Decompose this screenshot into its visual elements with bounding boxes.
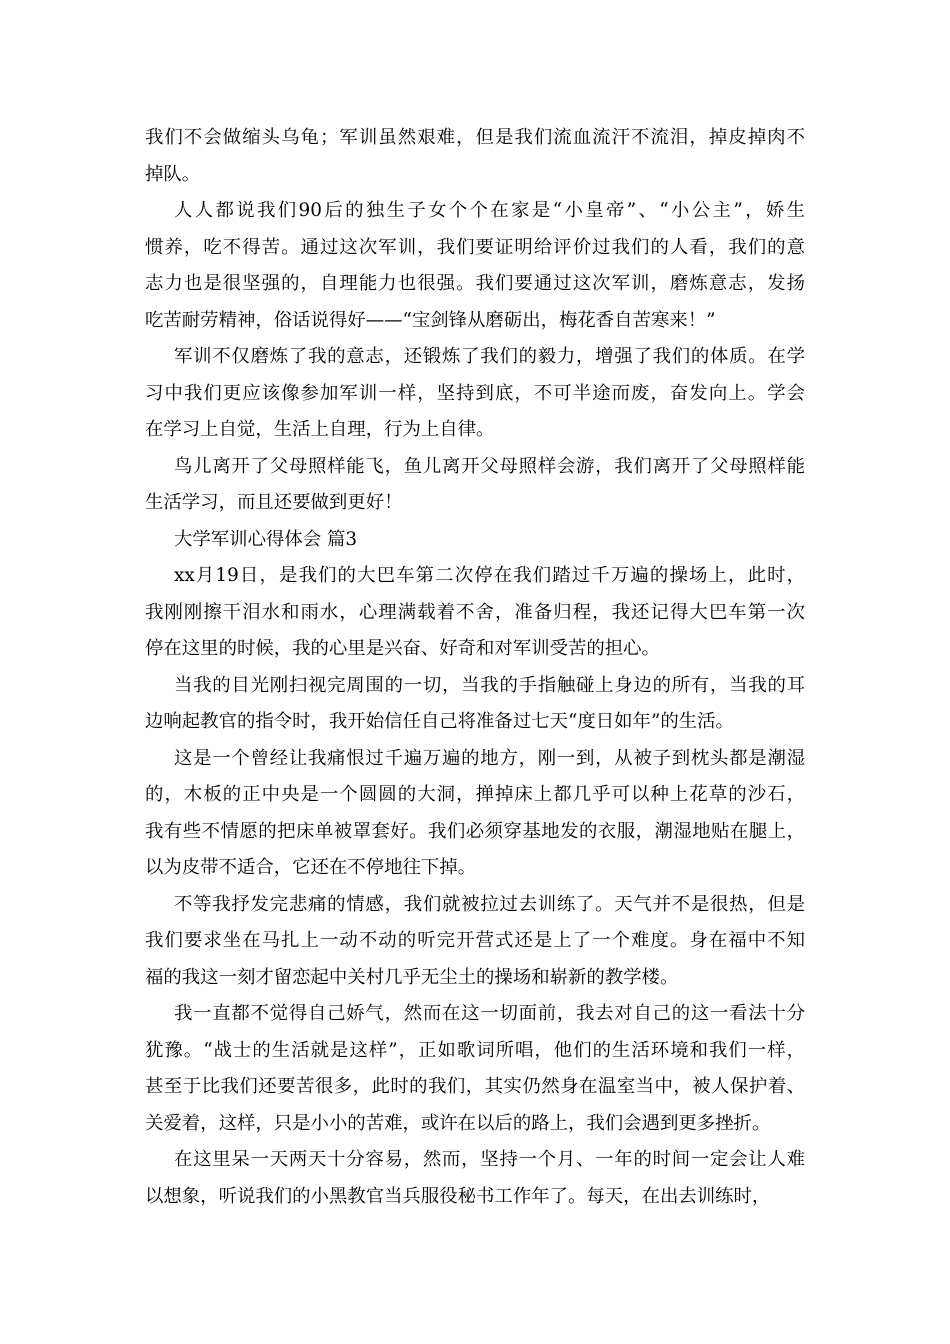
paragraph xyxy=(145,996,805,1142)
paragraph xyxy=(145,558,805,668)
text-line: 志力也是很坚强的，自理能力也很强。我们要通过这次军训，磨炼意志，发扬 xyxy=(145,273,805,294)
text-line: 不等我抒发完悲痛的情感，我们就被拉过去训练了。天气并不是很热，但是 xyxy=(174,893,805,915)
text-line: 习中我们更应该像参加军训一样，坚持到底，不可半途而废，奋发向上。学会 xyxy=(145,382,805,404)
text-line: 关爱着，这样，只是小小的苦难，或许在以后的路上，我们会遇到更多挫折。 xyxy=(145,1112,771,1134)
text-line: 我们要求坐在马扎上一动不动的听完开营式还是上了一个难度。身在福中不知 xyxy=(145,930,805,951)
text-line: 在学习上自觉，生活上自理，行为上自律。 xyxy=(145,419,495,440)
text-line: 我一直都不觉得自己娇气，然而在这一切面前，我去对自己的这一看法十分 xyxy=(174,1003,805,1024)
paragraph xyxy=(145,449,805,522)
text-line: 我刚刚擦干泪水和雨水，心理满载着不舍，准备归程，我还记得大巴车第一次 xyxy=(145,601,805,623)
paragraph xyxy=(145,668,805,741)
paragraph xyxy=(145,339,805,449)
text-line: 福的我这一刻才留恋起中关村几乎无尘土的操场和崭新的教学楼。 xyxy=(145,966,679,988)
text-line: 停在这里的时候，我的心里是兴奋、好奇和对军训受苦的担心。 xyxy=(145,638,660,659)
text-line: xx月19日，是我们的大巴车第二次停在我们踏过千万遍的操场上，此时， xyxy=(174,565,805,586)
text-line: 生活学习，而且还要做到更好！ xyxy=(145,492,403,513)
text-line: 在这里呆一天两天十分容易，然而，坚持一个月、一年的时间一定会让人难 xyxy=(174,1149,805,1170)
paragraph xyxy=(145,193,805,339)
text-line: 军训不仅磨炼了我的意志，还锻炼了我们的毅力，增强了我们的体质。在学 xyxy=(174,346,805,367)
text-line: 当我的目光刚扫视完周围的一切，当我的手指触碰上身边的所有，当我的耳 xyxy=(174,674,805,696)
text-line: 鸟儿离开了父母照样能飞，鱼儿离开父母照样会游，我们离开了父母照样能 xyxy=(174,455,805,477)
text-line: 掉队。 xyxy=(145,163,201,185)
text-line: 这是一个曾经让我痛恨过千遍万遍的地方，刚一到，从被子到枕头都是潮湿 xyxy=(174,747,805,769)
paragraph xyxy=(145,1142,805,1215)
text-line: 以为皮带不适合，它还在不停地往下掉。 xyxy=(145,857,477,878)
text-line: 犹豫。“战士的生活就是这样”，正如歌词所唱，他们的生活环境和我们一样， xyxy=(145,1039,805,1061)
paragraph xyxy=(145,120,805,193)
document-body xyxy=(145,120,805,1215)
paragraph xyxy=(145,887,805,997)
text-line: 甚至于比我们还要苦很多，此时的我们，其实仍然身在温室当中，被人保护着、 xyxy=(145,1076,805,1097)
paragraph xyxy=(145,741,805,887)
text-line: 我有些不情愿的把床单被罩套好。我们必须穿基地发的衣服，潮湿地贴在腿上， xyxy=(145,820,805,842)
text-line: 我们不会做缩头乌龟；军训虽然艰难，但是我们流血流汗不流泪，掉皮掉肉不 xyxy=(145,127,805,148)
text-line: 吃苦耐劳精神，俗话说得好——“宝剑锋从磨砺出，梅花香自苦寒来！” xyxy=(145,309,716,331)
section-heading xyxy=(145,522,805,559)
text-line: 人人都说我们90后的独生子女个个在家是“小皇帝”、“小公主”，娇生 xyxy=(174,200,805,221)
text-line: 的，木板的正中央是一个圆圆的大洞，掸掉床上都几乎可以种上花草的沙石， xyxy=(145,784,805,805)
text-line: 以想象，听说我们的小黑教官当兵服役秘书工作年了。每天，在出去训练时， xyxy=(145,1185,771,1207)
text-line: 边响起教官的指令时，我开始信任自己将准备过七天“度日如年”的生活。 xyxy=(145,711,734,732)
text-line: 惯养，吃不得苦。通过这次军训，我们要证明给评价过我们的人看，我们的意 xyxy=(145,236,805,258)
text-line: 大学军训心得体会 篇3 xyxy=(174,528,358,550)
